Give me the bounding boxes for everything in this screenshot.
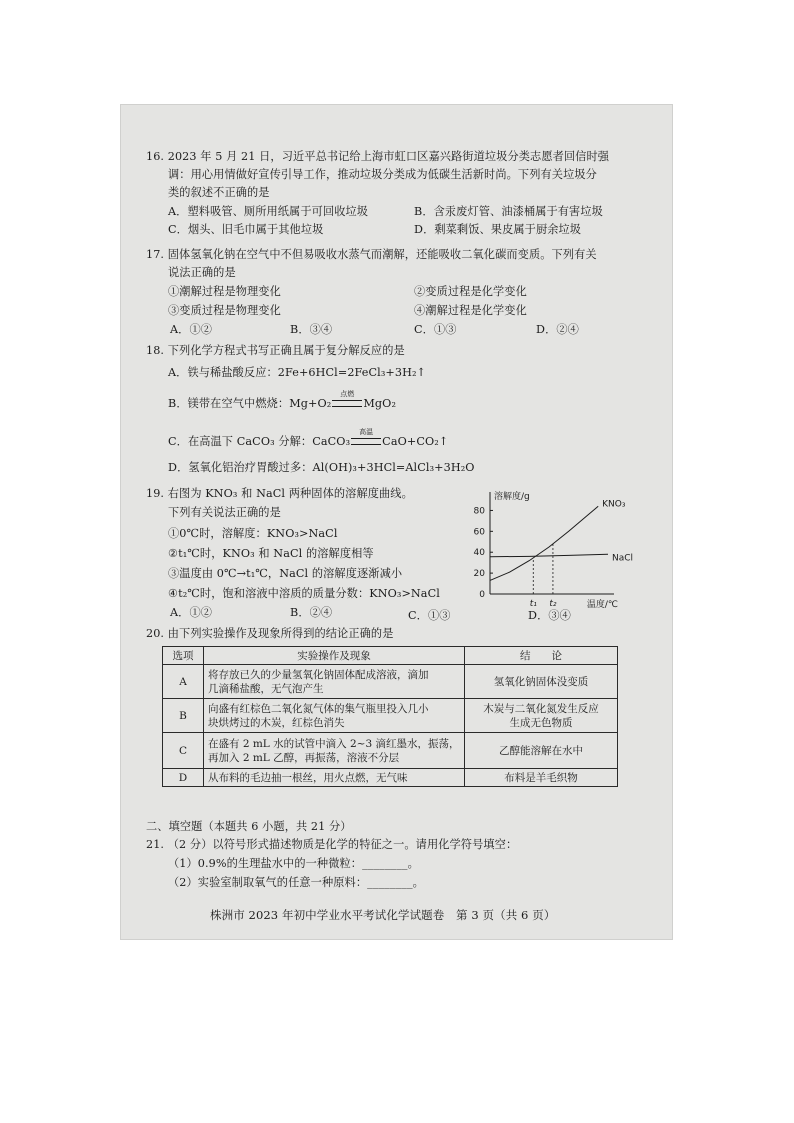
row-conclusion [465,769,618,787]
series-line-nacl [490,554,608,556]
q16-option-a: A．塑料吸管、厕所用纸属于可回收垃圾 [168,205,369,218]
header-operation: 实验操作及现象 [204,647,465,665]
q17-option-a: A．①② [170,323,213,336]
q19-statement-3: ③温度由 0℃→t₁℃，NaCl 的溶解度逐渐减小 [168,567,403,580]
q18-c-equal-sign [351,428,381,445]
operation-line: 几滴稀盐酸，无气泡产生 [208,682,324,695]
q16-option-d: D．剩菜剩饭、果皮属于厨余垃圾 [414,223,582,236]
q21-stem: 21. （2 分）以符号形式描述物质是化学的特征之一。请用化学符号填空： [146,838,518,851]
q17-option-b: B．③④ [290,323,333,336]
header-option: 选项 [163,647,204,665]
operation-line: 从布料的毛边抽一根丝，用火点燃，无气味 [208,771,408,784]
q19-option-b: B．②④ [290,606,333,619]
q19-line2: 下列有关说法正确的是 [168,506,281,519]
q19-statement-1: ①0℃时，溶解度：KNO₃>NaCl [168,527,338,540]
q21-part2: （2）实验室制取氧气的任意一种原料：________。 [168,876,424,889]
series-label: KNO₃ [602,499,626,510]
q20-experiment-table [162,646,618,787]
table-header-row [163,647,618,665]
row-conclusion [465,699,618,733]
q19-option-d: D．③④ [528,609,571,622]
header-conclusion: 结 论 [465,647,618,665]
table-row [163,699,618,733]
table-row [163,665,618,699]
page-footer: 株洲市 2023 年初中学业水平考试化学试题卷 第 3 页（共 6 页） [210,908,556,922]
q17-statement-1: ①潮解过程是物理变化 [168,285,281,298]
q18-option-d: D．氢氧化铝治疗胃酸过多：Al(OH)₃+3HCl=AlCl₃+3H₂O [168,461,475,474]
conclusion-line: 生成无色物质 [509,716,573,729]
table-row [163,733,618,769]
row-option: B [163,699,204,733]
x-tick-label: t₁ [529,599,537,609]
q19-statement-4: ④t₂℃时，饱和溶液中溶质的质量分数：KNO₃>NaCl [168,587,440,600]
q18-b-prefix: B．镁带在空气中燃烧：Mg+O₂ [168,397,332,410]
q16-option-c: C．烟头、旧毛巾属于其他垃圾 [168,223,324,236]
q19-option-a: A．①② [170,606,213,619]
q17-option-d: D．②④ [536,323,579,336]
q18-option-b [168,390,397,411]
operation-line: 再加入 2 mL 乙醇，再振荡，溶液不分层 [208,751,400,764]
y-tick-label: 80 [473,506,485,517]
row-option: C [163,733,204,769]
q19-line1: 19. 右图为 KNO₃ 和 NaCl 两种固体的溶解度曲线。 [146,487,413,500]
q19-statement-2: ②t₁℃时，KNO₃ 和 NaCl 的溶解度相等 [168,547,374,560]
q18-b-suffix: MgO₂ [363,397,397,410]
q18-option-a: A．铁与稀盐酸反应：2Fe+6HCl=2FeCl₃+3H₂↑ [168,366,427,379]
q16-line3: 类的叙述不正确的是 [168,186,270,199]
q18-c-suffix: CaO+CO₂↑ [382,435,449,448]
table-row [163,769,618,787]
q16-line1: 16. 2023 年 5 月 21 日，习近平总书记给上海市虹口区嘉兴路街道垃圾分类志愿者回信时强 [146,150,610,163]
y-axis-label: 溶解度/g [494,492,530,502]
x-tick-label: t₂ [549,599,557,609]
q17-line2: 说法正确的是 [168,266,236,279]
q18-option-c [168,428,449,449]
q16-option-b: B．含汞废灯管、油漆桶属于有害垃圾 [414,205,603,218]
conclusion-line: 氢氧化钠固体没变质 [493,675,589,688]
operation-line: 在盛有 2 mL 水的试管中滴入 2~3 滴红墨水，振荡， [208,737,460,750]
q18-c-condition: 高温 [359,428,374,436]
conclusion-line: 乙醇能溶解在水中 [499,744,583,757]
q17-statement-4: ④潮解过程是化学变化 [414,304,527,317]
solubility-curve-chart [456,484,634,610]
row-operation [204,699,465,733]
series-label: NaCl [612,553,634,564]
q18-line1: 18. 下列化学方程式书写正确且属于复分解反应的是 [146,344,405,357]
y-tick-label: 60 [473,527,485,538]
q17-line1: 17. 固体氢氧化钠在空气中不但易吸收水蒸气而潮解，还能吸收二氧化碳而变质。下列有关 [146,248,597,261]
conclusion-line: 布料是羊毛织物 [504,771,578,784]
q20-line1: 20. 由下列实验操作及现象所得到的结论正确的是 [146,627,394,640]
q17-option-c: C．①③ [414,323,457,336]
row-option: A [163,665,204,699]
row-operation [204,769,465,787]
conclusion-line: 木炭与二氧化氮发生反应 [483,702,599,715]
q18-c-prefix: C．在高温下 CaCO₃ 分解：CaCO₃ [168,435,351,448]
q17-statement-2: ②变质过程是化学变化 [414,285,527,298]
q21-part1: （1）0.9%的生理盐水中的一种微粒：________。 [168,857,419,870]
series-line-kno3 [490,506,598,580]
row-operation [204,665,465,699]
row-conclusion [465,733,618,769]
q18-b-condition: 点燃 [340,390,355,398]
y-tick-label: 0 [479,590,485,600]
y-tick-label: 20 [473,569,485,580]
q19-option-c: C．①③ [408,609,451,622]
q16-line2: 调：用心用情做好宣传引导工作，推动垃圾分类成为低碳生活新时尚。下列有关垃圾分 [168,168,597,181]
section2-title: 二、填空题（本题共 6 小题，共 21 分） [146,820,352,833]
operation-line: 将存放已久的少量氢氧化钠固体配成溶液，滴加 [208,668,429,681]
x-axis-label: 温度/℃ [586,600,618,610]
y-tick-label: 40 [473,548,485,559]
operation-line: 向盛有红棕色二氧化氮气体的集气瓶里投入几小 [208,702,429,715]
row-conclusion [465,665,618,699]
row-option: D [163,769,204,787]
q18-b-equal-sign [332,390,362,407]
operation-line: 块烘烤过的木炭，红棕色消失 [208,716,345,729]
row-operation [204,733,465,769]
q17-statement-3: ③变质过程是物理变化 [168,304,281,317]
